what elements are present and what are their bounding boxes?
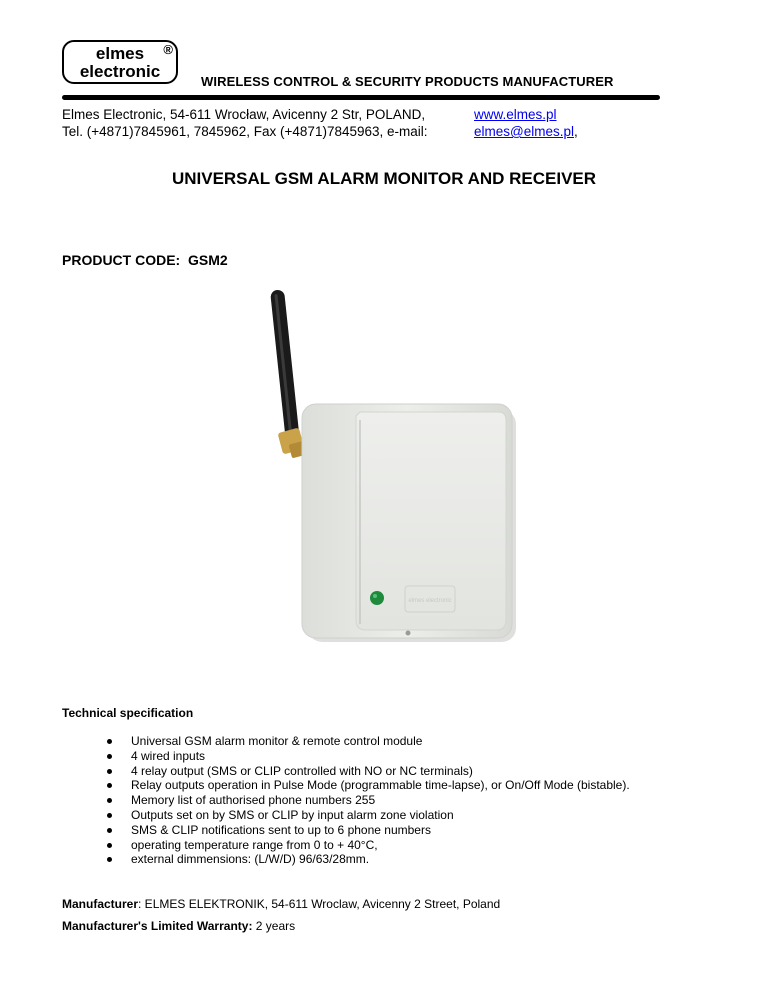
manufacturer-value: : ELMES ELEKTRONIK, 54-611 Wroclaw, Avicenny 2 Street, Poland bbox=[138, 897, 501, 911]
manufacturer-line bbox=[62, 897, 500, 911]
website-link[interactable]: www.elmes.pl bbox=[474, 107, 557, 122]
spec-heading: Technical specification bbox=[62, 706, 194, 720]
logo-line-elmes: elmes bbox=[95, 44, 145, 63]
spec-list bbox=[106, 734, 630, 867]
spec-item: SMS & CLIP notifications sent to up to 6 phone numbers bbox=[106, 823, 630, 838]
header-divider bbox=[62, 95, 660, 100]
device-photo bbox=[230, 280, 530, 670]
company-contact bbox=[474, 106, 578, 140]
status-led bbox=[370, 591, 384, 605]
address-line-2: Tel. (+4871)7845961, 7845962, Fax (+4871)7845963, e-mail: bbox=[62, 124, 428, 139]
address-line-1: Elmes Electronic, 54-611 Wrocław, Avicenny 2 Str, POLAND, bbox=[62, 107, 426, 122]
product-code-value: GSM2 bbox=[188, 252, 228, 268]
spec-item: Universal GSM alarm monitor & remote control module bbox=[106, 734, 630, 749]
company-tagline: WIRELESS CONTROL & SECURITY PRODUCTS MANUFACTURER bbox=[201, 74, 614, 89]
spec-item: external dimmensions: (L/W/D) 96/63/28mm. bbox=[106, 852, 630, 867]
spec-item: Memory list of authorised phone numbers 255 bbox=[106, 793, 630, 808]
product-code bbox=[62, 252, 228, 268]
spec-item: 4 relay output (SMS or CLIP controlled with NO or NC terminals) bbox=[106, 764, 630, 779]
warranty-label: Manufacturer's Limited Warranty: bbox=[62, 919, 253, 933]
email-suffix: , bbox=[573, 124, 578, 139]
manufacturer-label: Manufacturer bbox=[62, 897, 139, 911]
logo-line-electronic: electronic bbox=[79, 62, 161, 81]
document-title: UNIVERSAL GSM ALARM MONITOR AND RECEIVER bbox=[171, 169, 597, 188]
warranty-line bbox=[62, 919, 295, 933]
company-address bbox=[62, 106, 428, 140]
product-code-label: PRODUCT CODE: bbox=[62, 252, 181, 268]
spec-item: operating temperature range from 0 to + 40°C, bbox=[106, 838, 630, 853]
warranty-value: 2 years bbox=[252, 919, 296, 933]
spec-item: Outputs set on by SMS or CLIP by input alarm zone violation bbox=[106, 808, 630, 823]
registered-mark: ® bbox=[163, 42, 173, 57]
email-link[interactable]: elmes@elmes.pl bbox=[474, 124, 574, 139]
spec-item: 4 wired inputs bbox=[106, 749, 630, 764]
spec-item: Relay outputs operation in Pulse Mode (programmable time-lapse), or On/Off Mode (bistable). bbox=[106, 778, 630, 793]
company-logo bbox=[62, 40, 178, 84]
embossed-label: elmes electronic bbox=[408, 598, 452, 604]
status-led-shine bbox=[373, 594, 377, 598]
screw-hole bbox=[406, 631, 411, 636]
